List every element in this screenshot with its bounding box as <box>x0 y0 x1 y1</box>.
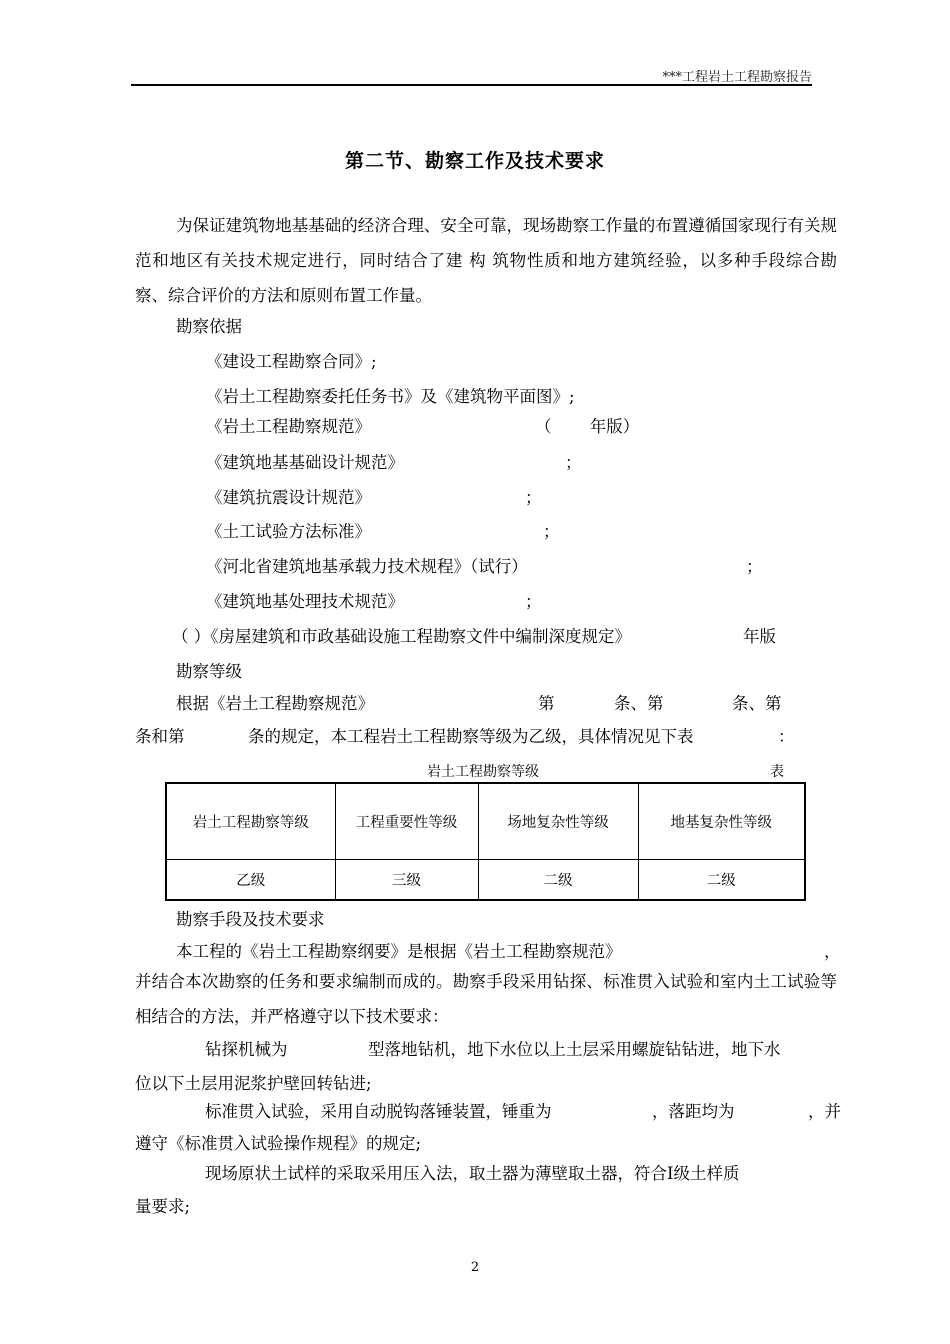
drill-text: 钻探机械为 <box>205 1040 288 1059</box>
spt-text: 标准贯入试验，采用自动脱钩落锤装置，锤重为 <box>205 1102 552 1121</box>
header-rule <box>131 84 812 86</box>
drill-text: 位以下土层用泥浆护壁回转钻进; <box>135 1074 372 1093</box>
basis-item: 《土工试验方法标准》 <box>206 522 371 541</box>
grade-table <box>165 782 806 901</box>
grade-heading: 勘察等级 <box>176 662 242 681</box>
intro-text: 为保证建筑物地基基础的经济合理、安全可靠，现场勘察工作量的布置遵循国家现行有关规范和地区有关技术规定进行，同时结合了建 构 筑物性质和地方建筑经验，以多种手段综合勘察、综合评价的方法和原则布置工作量。 <box>135 216 837 305</box>
table-caption: 岩土工程勘察等级 <box>427 764 539 780</box>
basis-item: 《建设工程勘察合同》; <box>206 352 377 371</box>
sample-text: 量要求; <box>135 1197 191 1216</box>
table-header-row <box>166 783 805 860</box>
grade-text: 根据《岩土工程勘察规范》 <box>176 694 374 713</box>
table-header-cell: 地基复杂性等级 <box>638 783 805 860</box>
running-header: ***工程岩土工程勘察报告 <box>662 70 812 85</box>
basis-item-suffix: ； <box>525 488 542 507</box>
grade-text: 条的规定，本工程岩土工程勘察等级为乙级，具体情况见下表 <box>248 727 694 746</box>
table-cell: 二级 <box>478 860 638 901</box>
table-cell: 三级 <box>335 860 478 901</box>
methods-paragraph: 并结合本次勘察的任务和要求编制而成的。勘察手段采用钻探、标准贯入试验和室内土工试验等相结合的方法，并严格遵守以下技术要求： <box>135 972 837 1026</box>
grade-text: 条和第 <box>135 727 185 746</box>
basis-item-suffix: ； <box>525 592 542 611</box>
grade-text: 条、第 <box>732 694 782 713</box>
table-header-cell: 场地复杂性等级 <box>478 783 638 860</box>
basis-item-suffix: （ 年版） <box>535 417 640 436</box>
intro-paragraph <box>135 208 837 313</box>
spt-text: ，落距均为 <box>652 1102 735 1121</box>
basis-item-suffix: ； <box>565 453 582 472</box>
basis-item: 《岩土工程勘察委托任务书》及《建筑物平面图》; <box>206 387 575 406</box>
table-header-cell: 工程重要性等级 <box>335 783 478 860</box>
section-title: 第二节、勘察工作及技术要求 <box>344 150 605 172</box>
basis-item: 《建筑地基处理技术规范》 <box>206 592 404 611</box>
basis-item: 《建筑地基基础设计规范》 <box>206 453 404 472</box>
basis-item-suffix: 年版 <box>743 627 776 646</box>
page-number: 2 <box>470 1260 480 1275</box>
methods-text: ， <box>824 942 841 961</box>
basis-item: 《建筑抗震设计规范》 <box>206 488 371 507</box>
basis-item: （ ）《房屋建筑和市政基础设施工程勘察文件中编制深度规定》 <box>172 627 631 646</box>
drill-text: 型落地钻机，地下水位以上土层采用螺旋钻钻进，地下水 <box>368 1040 781 1059</box>
sample-text: 现场原状土试样的采取采用压入法，取土器为薄壁取土器，符合Ⅰ级土样质 <box>205 1164 740 1183</box>
table-caption-suffix: 表 <box>770 764 784 780</box>
table-row <box>166 860 805 901</box>
table-header-cell: 岩土工程勘察等级 <box>166 783 335 860</box>
grade-text: ： <box>778 727 795 746</box>
basis-item: 《岩土工程勘察规范》 <box>206 417 371 436</box>
basis-item-suffix: ； <box>746 557 763 576</box>
table-cell: 乙级 <box>166 860 335 901</box>
methods-text: 本工程的《岩土工程勘察纲要》是根据《岩土工程勘察规范》 <box>176 942 622 961</box>
spt-text: ，并 <box>808 1102 841 1121</box>
basis-heading: 勘察依据 <box>176 317 242 336</box>
table-cell: 二级 <box>638 860 805 901</box>
basis-item: 《河北省建筑地基承载力技术规程》（试行） <box>206 557 528 576</box>
basis-item-suffix: ； <box>543 522 560 541</box>
spt-text: 遵守《标准贯入试验操作规程》的规定; <box>135 1134 422 1153</box>
methods-heading: 勘察手段及技术要求 <box>176 910 325 929</box>
grade-text: 条、第 <box>614 694 664 713</box>
grade-text: 第 <box>538 694 555 713</box>
